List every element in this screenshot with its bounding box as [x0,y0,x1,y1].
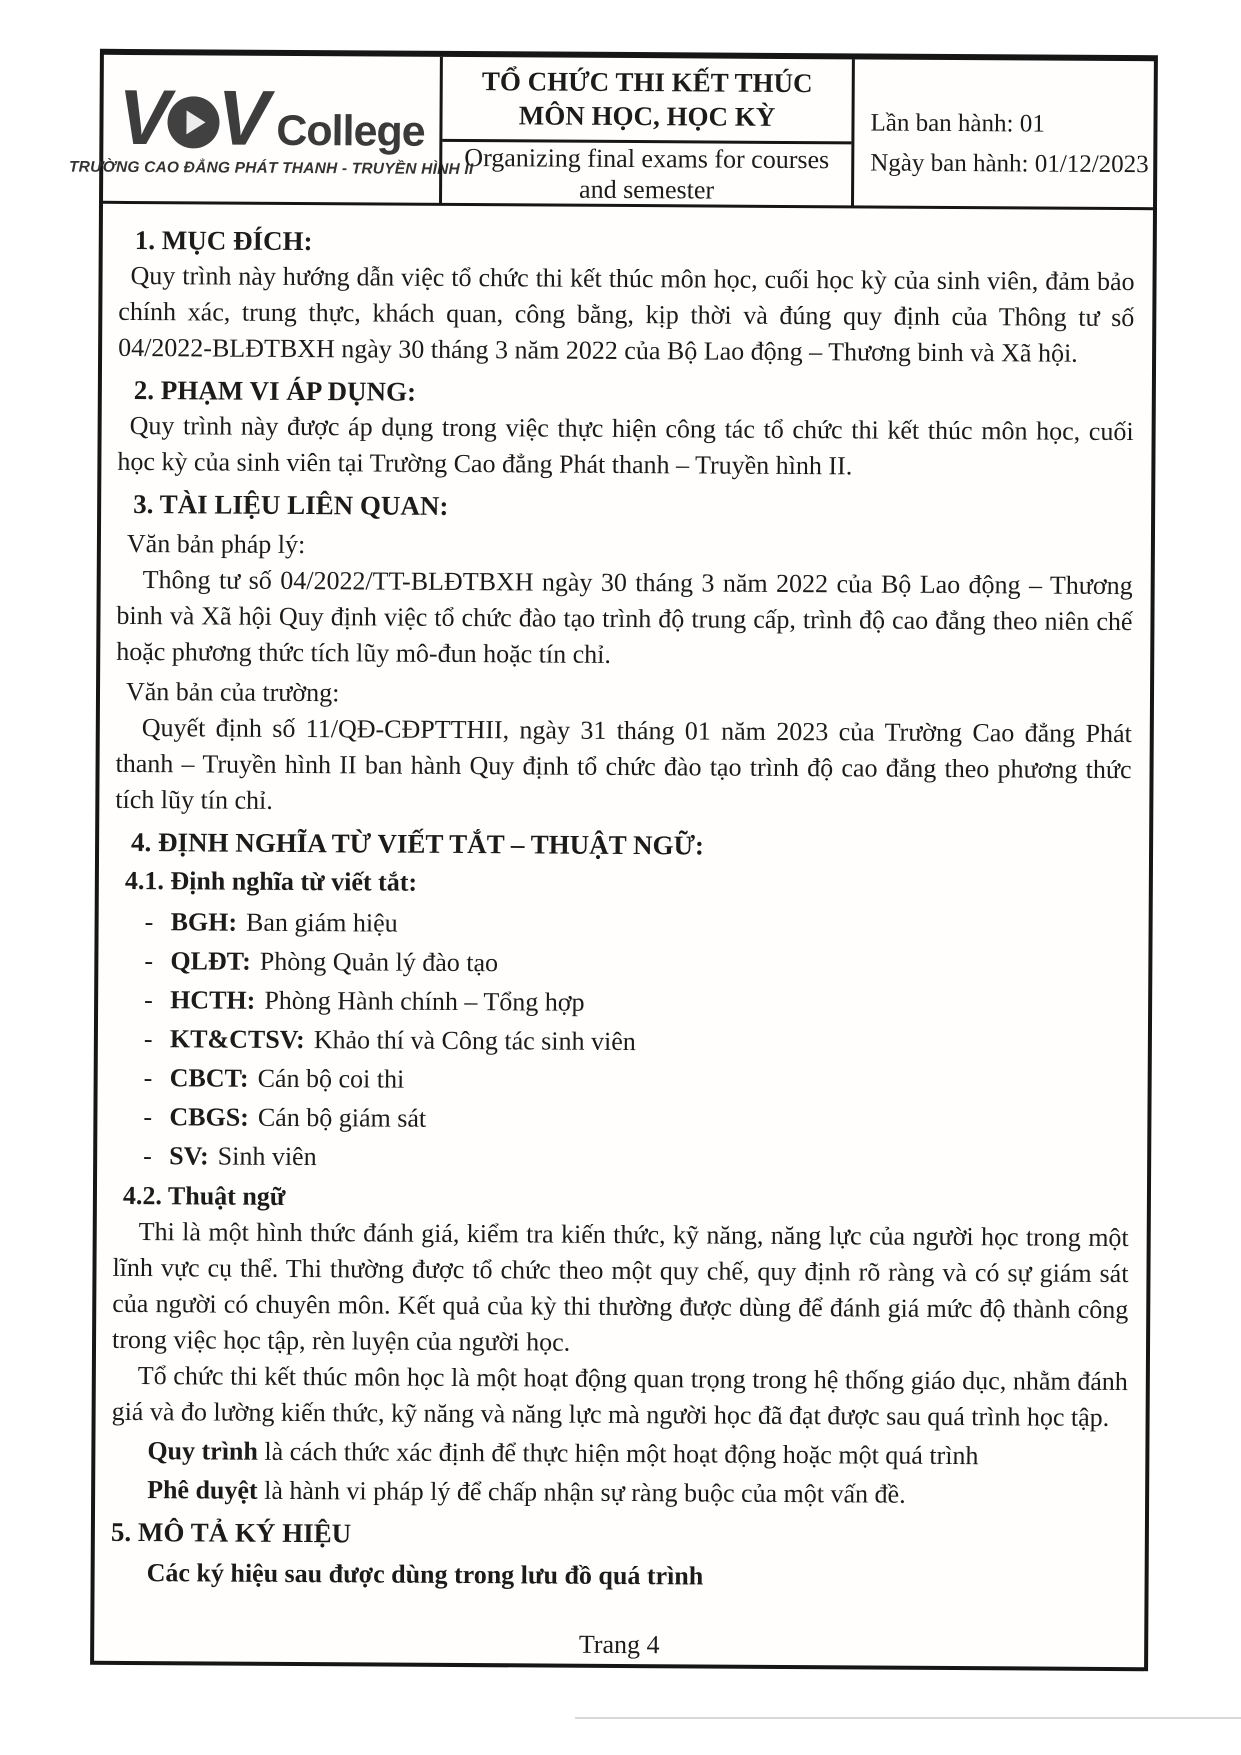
bullet-dash: - [143,1063,153,1093]
abbrev-definition: Sinh viên [217,1141,317,1172]
abbrev-term: KT&CTSV: [169,1024,305,1055]
document-title-en [442,142,851,206]
abbrev-term: QLĐT: [170,946,251,976]
document-title-en-line1: Organizing final exams for courses [464,143,830,175]
legal-documents-paragraph: Thông tư số 04/2022/TT-BLĐTBXH ngày 30 tháng 3 năm 2022 của Bộ Lao động – Thương binh và Xã hội Quy định việc tổ chức đào tạo trình độ trung cấp, trình độ cao đẳng theo niên chế hoặc phương thức tích lũy mô-đun hoặc tín chỉ. [116,565,1133,669]
abbrev-definition: Ban giám hiệu [245,907,398,938]
abbrev-term: CBCT: [169,1063,249,1093]
issue-date: Ngày ban hành: 01/12/2023 [870,149,1149,179]
document-body [95,204,1153,1597]
abbrev-term: HCTH: [170,985,256,1015]
bullet-dash: - [144,985,153,1015]
abbrev-definition: Khảo thí và Công tác sinh viên [313,1025,636,1057]
document-title-vi [442,57,852,144]
definition-term: Phê duyệt [147,1475,258,1505]
scan-artifact-line [575,1717,1241,1719]
section-1-paragraph: Quy trình này hướng dẫn việc tổ chức thi kết thúc môn học, cuối học kỳ của sinh viên, đảm bảo chính xác, trung thực, khách quan, công bằng, kịp thời và đúng quy định của Thông tư số 04/2022-BLĐTBXH ngày 30 tháng 3 năm 2022 của Bộ Lao động – Thương binh và Xã hội. [118,260,1135,368]
section-1-heading: 1. MỤC ĐÍCH: [134,225,313,257]
abbrev-definition: Phòng Hành chính – Tổng hợp [264,985,585,1017]
bullet-dash: - [143,1141,152,1171]
logo-letter-v2: V [217,73,267,162]
list-item [144,980,1130,1025]
section-5-subline: Các ký hiệu sau được dùng trong lưu đồ quá trình [146,1558,704,1591]
abbrev-definition: Cán bộ coi thi [257,1063,405,1094]
terms-paragraph-1: Thi là một hình thức đánh giá, kiểm tra kiến thức, kỹ năng, năng lực của người học trong một lĩnh vực cụ thể. Thi thường được tổ chức theo một quy chế, quy định rõ ràng và có sự giám sát của người có chuyên môn. Kết quả của kỳ thi thường được dùng để đánh giá mức độ thành công trong việc học tập, rèn luyện của người học. [111,1217,1129,1357]
document-title-vi-line1: TỔ CHỨC THI KẾT THÚC [481,66,813,99]
list-item [144,902,1130,947]
issue-info-cell [854,59,1157,208]
title-cell [439,57,855,207]
logo-college-text: College [276,106,425,156]
definition-quy-trinh [111,1433,1127,1475]
list-item [143,1136,1129,1181]
abbrev-definition: Phòng Quản lý đào tạo [259,946,499,978]
definition-text: là hành vi pháp lý để chấp nhận sự ràng buộc của một vấn đề. [257,1475,906,1509]
abbrev-term: CBGS: [169,1102,249,1132]
section-2-paragraph: Quy trình này được áp dụng trong việc thực hiện công tác tổ chức thi kết thúc môn học, cuối học kỳ của sinh viên tại Trường Cao đẳng Phát thanh – Truyền hình II. [117,410,1134,481]
list-item [144,1058,1130,1103]
abbrev-definition: Cán bộ giám sát [257,1102,427,1133]
bullet-dash: - [143,1024,153,1054]
section-5-heading: 5. MÔ TẢ KÝ HIỆU [110,1516,352,1549]
play-icon [167,96,219,148]
document-page [68,49,1158,1671]
abbreviation-list [143,902,1131,1181]
issue-number: Lần ban hành: 01 [870,109,1045,138]
play-triangle-icon [187,110,206,134]
section-4-heading: 4. ĐỊNH NGHĨA TỪ VIẾT TẮT – THUẬT NGỮ: [131,826,705,861]
school-documents-paragraph: Quyết định số 11/QĐ-CĐPTTHII, ngày 31 tháng 01 năm 2023 của Trường Cao đẳng Phát thanh – Truyền hình II ban hành Quy định tổ chức đào tạo trình độ cao đẳng theo phương thức tích lũy tín chỉ. [115,713,1132,815]
list-item [144,1019,1130,1064]
section-4-2-heading: 4.2. Thuật ngữ [122,1180,286,1211]
bullet-dash: - [144,907,154,937]
terms-paragraph-2: Tổ chức thi kết thúc môn học là một hoạt động quan trọng trong hệ thống giáo dục, nhằm đánh giá và đo lường kiến thức, kỹ năng và năng lực mà người học đã đạt được sau quá trình học tập. [111,1361,1128,1432]
list-item [144,941,1130,986]
school-documents-label: Văn bản của trường: [125,676,340,708]
bullet-dash: - [144,946,154,976]
logo-subtitle: TRƯỜNG CAO ĐẲNG PHÁT THANH - TRUYỀN HÌNH II [68,158,474,179]
document-header [68,55,1154,210]
definition-phe-duyet [111,1472,1127,1514]
logo-letter-v1: V [118,72,168,162]
abbrev-term: SV: [169,1141,209,1171]
bullet-dash: - [143,1102,153,1132]
section-2-heading: 2. PHẠM VI ÁP DỤNG: [133,374,417,407]
document-title-en-line2: and semester [578,174,715,205]
legal-documents-label: Văn bản pháp lý: [126,528,306,560]
definition-text: là cách thức xác định để thực hiện một hoạt động hoặc một quá trình [257,1436,979,1471]
list-item [143,1097,1129,1142]
logo-cell [68,55,474,204]
page-number: Trang 4 [578,1629,660,1660]
vov-logo [118,72,425,162]
definition-term: Quy trình [147,1436,259,1466]
document-title-vi-line2: MÔN HỌC, HỌC KỲ [518,100,776,132]
section-3-heading: 3. TÀI LIỆU LIÊN QUAN: [133,488,449,521]
section-4-1-heading: 4.1. Định nghĩa từ viết tắt: [124,865,418,897]
abbrev-term: BGH: [170,907,238,937]
